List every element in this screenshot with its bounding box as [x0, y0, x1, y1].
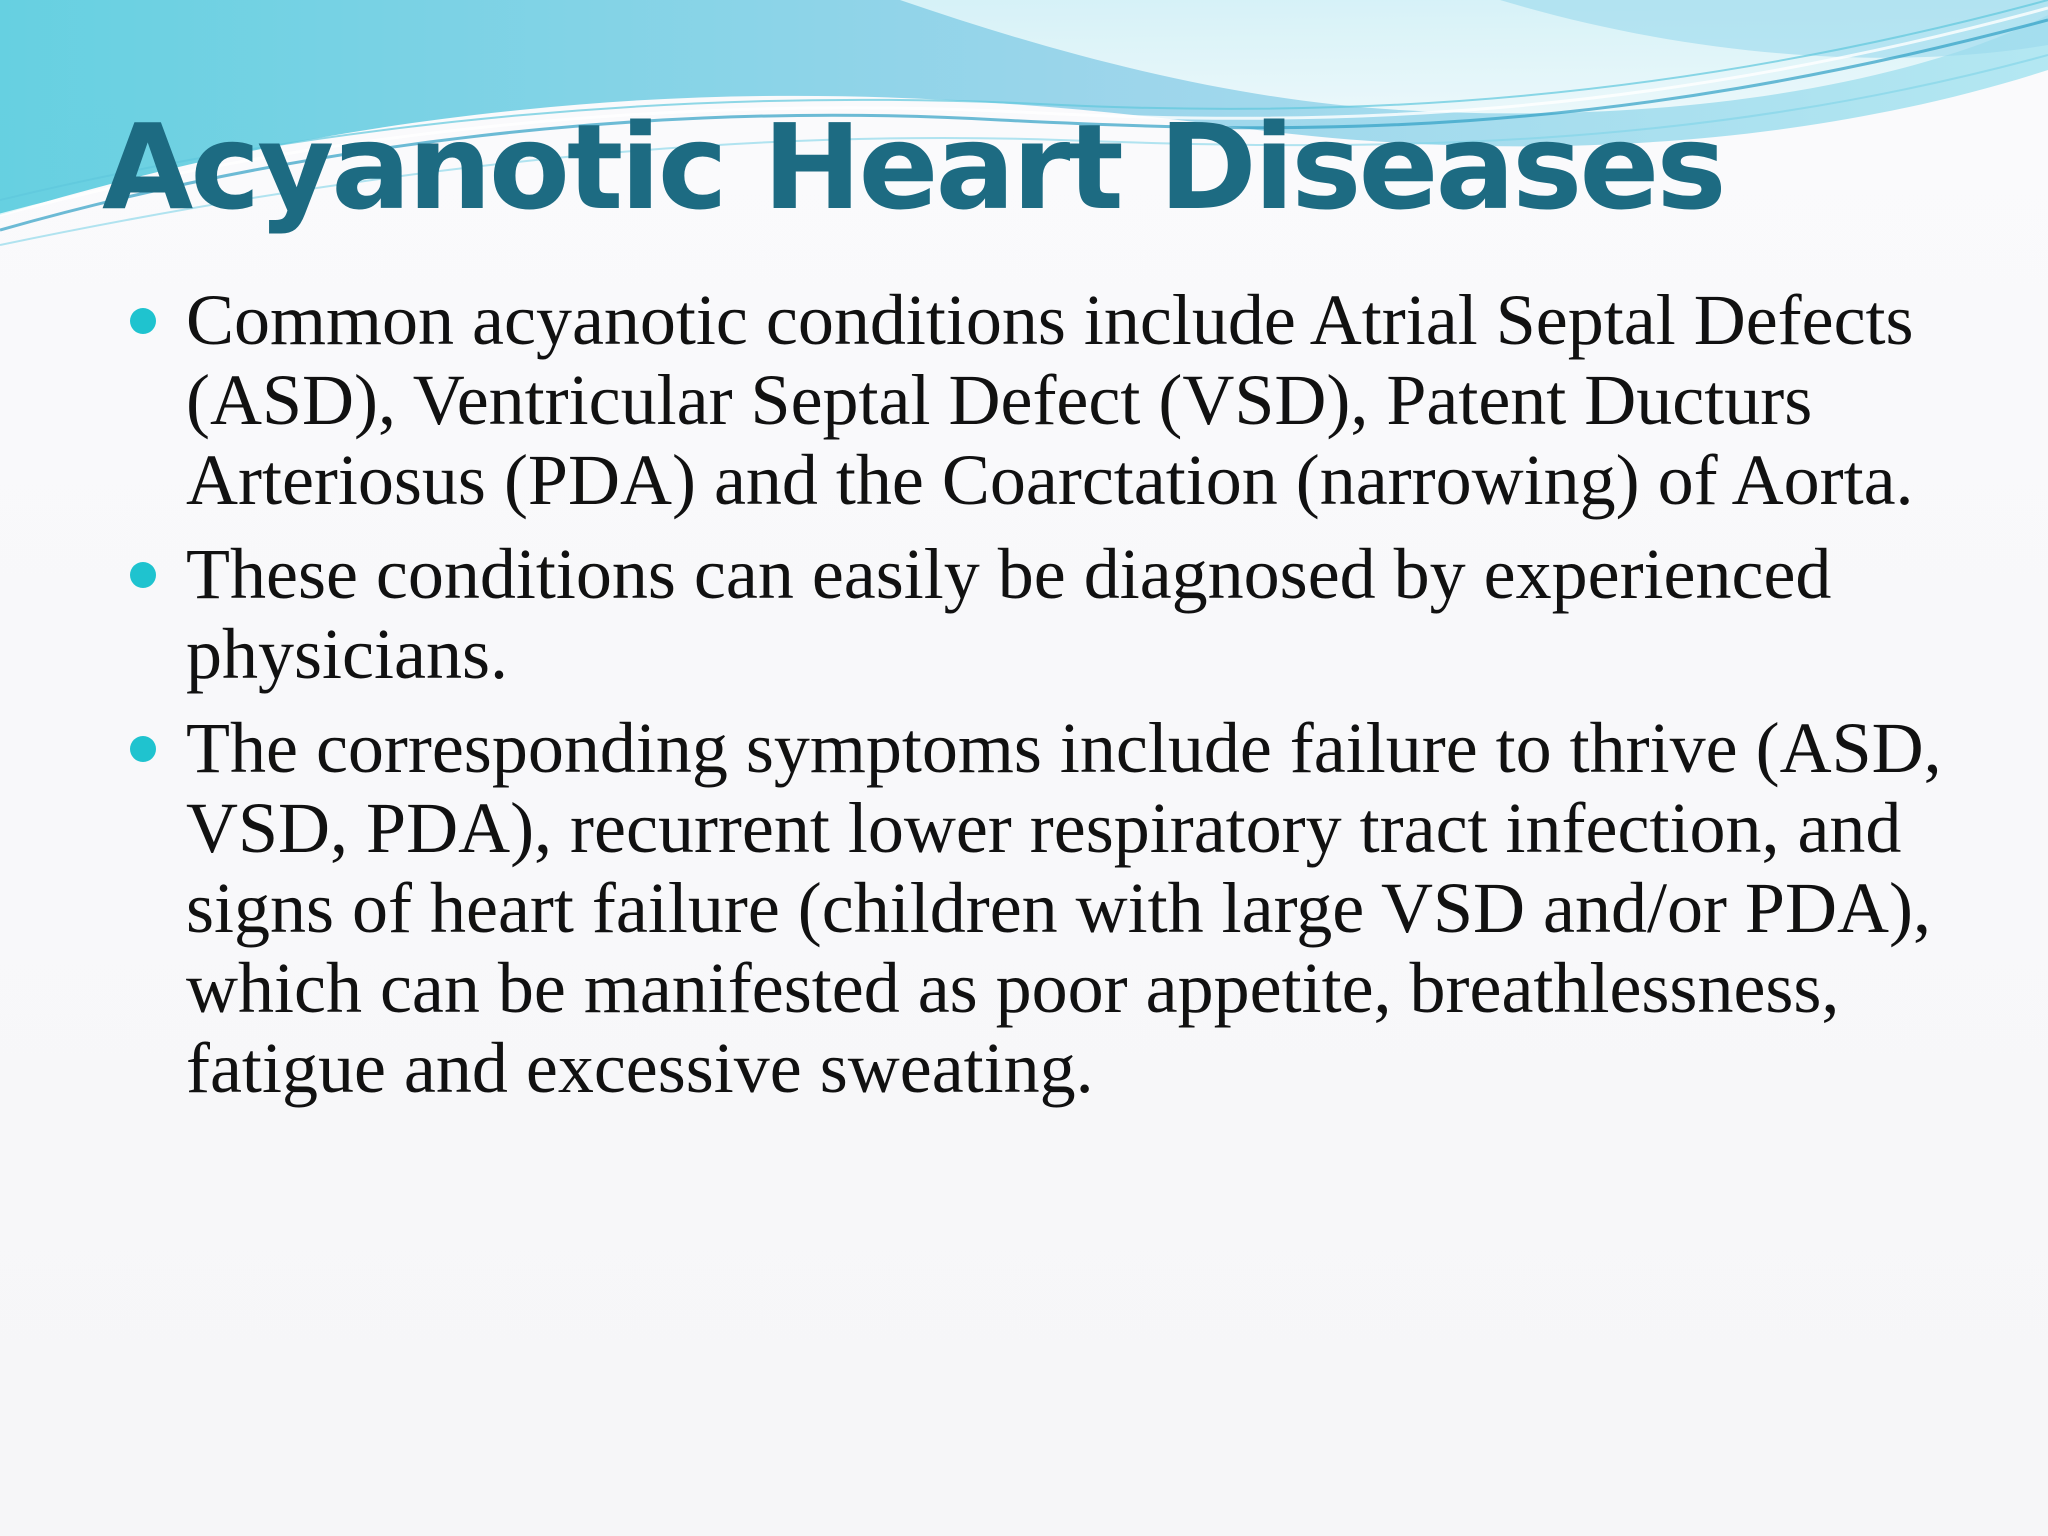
bullet-dot-icon: [130, 308, 156, 334]
bullet-dot-icon: [130, 736, 156, 762]
bullet-text: Common acyanotic conditions include Atrial Septal Defects (ASD), Ventricular Septal Defect (VSD), Patent Ducturs Arteriosus (PDA) and the Coarctation (narrowing) of Aorta.: [186, 280, 1914, 520]
bullet-list: [0, 280, 2048, 1122]
bullet-text: These conditions can easily be diagnosed by experienced physicians.: [186, 534, 1832, 694]
bullet-text: The corresponding symptoms include failure to thrive (ASD, VSD, PDA), recurrent lower respiratory tract infection, and signs of heart failure (children with large VSD and/or PDA), which can be manifested as poor appetite, breathlessness, fatigue and excessive sweating.: [186, 708, 1942, 1108]
bullet-item: [0, 534, 2048, 694]
bullet-item: [0, 280, 2048, 520]
bullet-item: [0, 708, 2048, 1108]
bullet-dot-icon: [130, 562, 156, 588]
slide-title: Acyanotic Heart Diseases: [102, 98, 1724, 236]
